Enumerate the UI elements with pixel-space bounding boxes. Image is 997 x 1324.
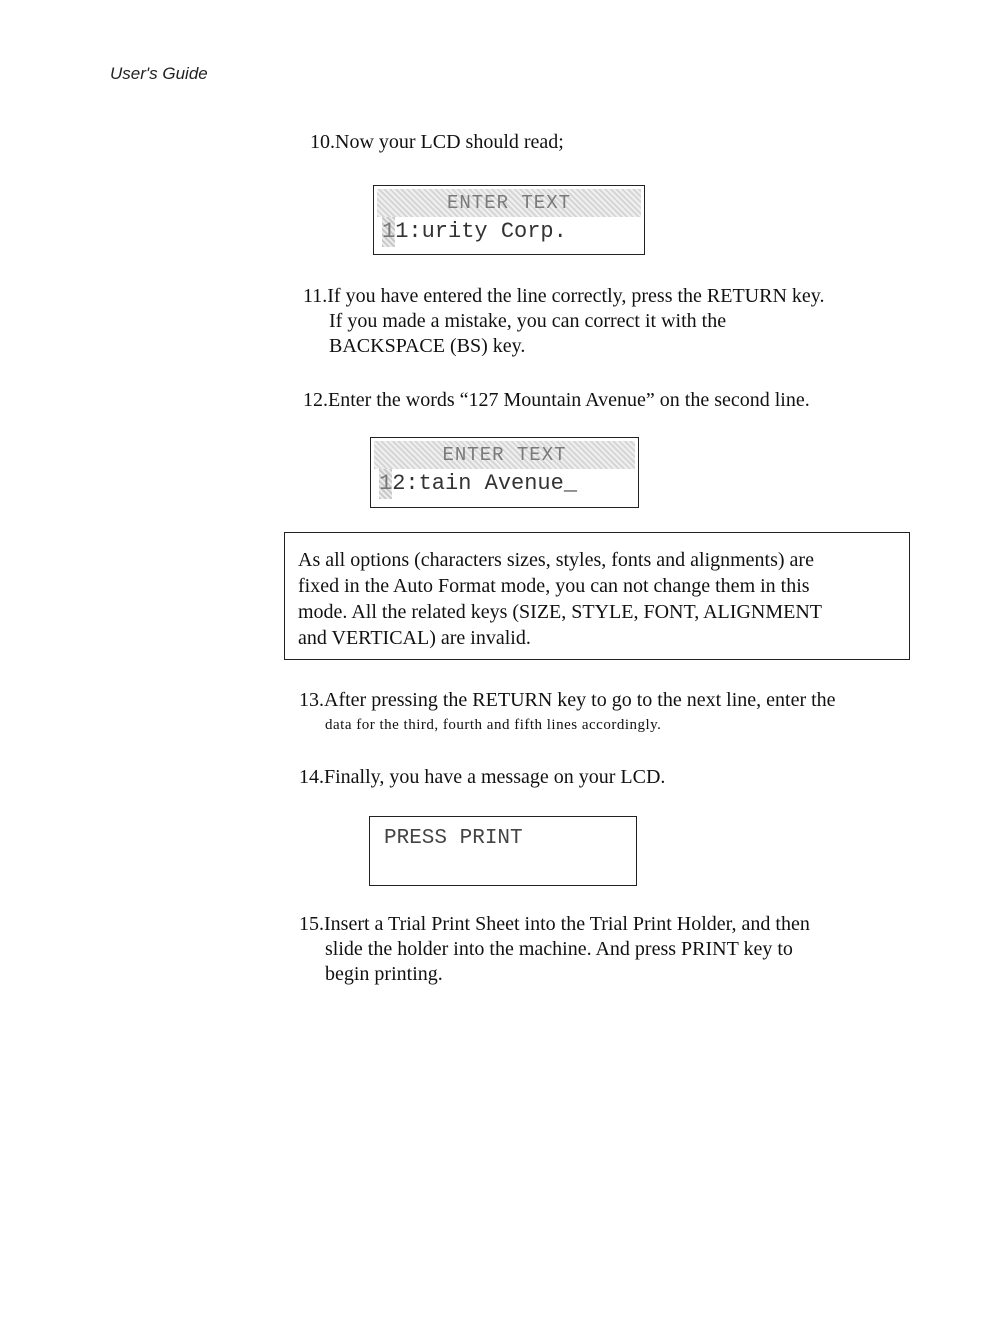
lcd-2-text: 2:tain Avenue_ [392,471,578,496]
step-11-line-2: If you made a mistake, you can correct it with the [329,310,727,332]
step-11-line-3: BACKSPACE (BS) key. [329,335,526,357]
lcd-1-cursor: 1 [382,217,395,247]
lcd-1-title: ENTER TEXT [377,189,641,217]
note-box [284,532,910,660]
lcd-display-3 [369,816,637,886]
lcd-3-text: PRESS PRINT [384,827,523,850]
step-10 [310,130,564,155]
note-line-3: mode. All the related keys (SIZE, STYLE, FONT, ALIGNMENT [298,601,822,623]
step-14 [299,765,665,790]
step-15-line-1: 15.Insert a Trial Print Sheet into the Trial Print Holder, and then [299,913,810,935]
step-12-text: 12.Enter the words “127 Mountain Avenue” on the second line. [303,389,810,411]
step-11 [303,284,824,359]
step-10-text: 10.Now your LCD should read; [310,131,564,153]
lcd-2-cursor: 1 [379,469,392,499]
page-header: User's Guide [110,64,208,83]
lcd-display-2 [370,437,639,508]
step-12 [303,388,810,413]
lcd-1-line [374,217,644,247]
step-13-line-2: data for the third, fourth and fifth lines accordingly. [325,717,662,733]
step-13 [299,688,836,738]
step-14-text: 14.Finally, you have a message on your LCD. [299,766,666,788]
note-line-1: As all options (characters sizes, styles, fonts and alignments) are [298,549,814,571]
note-line-4: and VERTICAL) are invalid. [298,627,531,649]
step-15-line-2: slide the holder into the machine. And press PRINT key to [325,938,793,960]
step-15 [299,912,810,987]
lcd-1-text: 1:urity Corp. [395,219,567,244]
note-line-2: fixed in the Auto Format mode, you can not change them in this [298,575,810,597]
lcd-2-line [371,469,638,499]
step-15-line-3: begin printing. [325,963,443,985]
lcd-2-title: ENTER TEXT [374,441,635,469]
lcd-display-1 [373,185,645,255]
step-11-line-1: 11.If you have entered the line correctly, press the RETURN key. [303,285,825,307]
step-13-line-1: 13.After pressing the RETURN key to go to the next line, enter the [299,689,836,711]
